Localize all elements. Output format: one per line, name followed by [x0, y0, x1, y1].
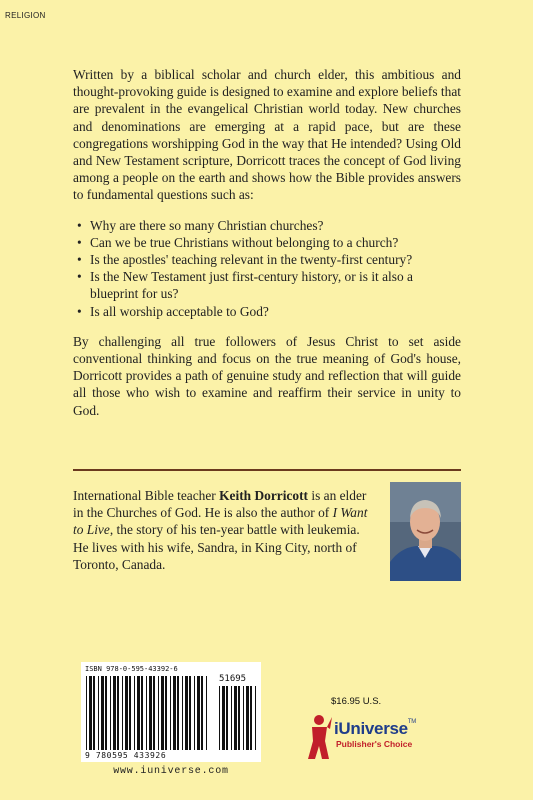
barcode-price-code: 51695: [219, 674, 247, 684]
author-photo: [390, 482, 461, 581]
blurb-intro: Written by a biblical scholar and church elder, this ambitious and thought-provoking guide is designed to examine and explore beliefs that are prevalent in the evangelical Christian world today. New churches and denominations are emerging at a rapid pace, but are these congregations worshipping God in the way that He intended? Using Old and New Testament scripture, Dorricott traces the concept of God living among a people on the earth and shows how the Bible provides answers to fundamental questions such as:: [73, 67, 461, 203]
author-name: Keith Dorricott: [219, 488, 308, 503]
question-list: [73, 217, 461, 320]
publisher-figure-icon: [303, 713, 333, 761]
publisher-website: www.iuniverse.com: [113, 766, 229, 777]
list-item: • Is all worship acceptable to God?: [77, 303, 269, 319]
book-price: $16.95 U.S.: [331, 696, 382, 707]
trademark-mark: TM: [407, 719, 416, 725]
bullet-icon: •: [77, 303, 82, 319]
isbn-barcode: [81, 662, 261, 762]
bullet-icon: •: [77, 252, 82, 268]
bullet-icon: •: [77, 217, 82, 233]
section-divider: [73, 469, 461, 471]
publisher-tagline: Publisher's Choice: [336, 739, 413, 749]
list-item: • Is the apostles' teaching relevant in the twenty-first century?: [77, 252, 413, 268]
book-title: I Want to Live: [73, 505, 368, 538]
publisher-name: iUniverse™: [334, 719, 416, 738]
back-cover-blurb: [73, 66, 461, 419]
barcode-bars: [81, 662, 261, 762]
blurb-closing: By challenging all true followers of Jesus Christ to set aside conventional thinking and focus on the true meaning of God's house, Dorricott provides a path of genuine study and reflection that will guide all those who wish to examine and reaffirm their service in unity to God.: [73, 333, 461, 418]
list-item: • Why are there so many Christian churches?: [77, 217, 324, 233]
bullet-icon: •: [77, 269, 82, 285]
publisher-logo: [303, 713, 463, 763]
category-label: RELIGION: [5, 11, 46, 20]
bullet-icon: •: [77, 234, 82, 250]
barcode-digits: 9 780595 433926: [85, 751, 167, 760]
list-item: • Is the New Testament just first-century history, or is it also a blueprint for us?: [77, 269, 413, 302]
isbn-number: ISBN 978-0-595-43392-6: [85, 665, 178, 673]
list-item: • Can we be true Christians without belonging to a church?: [77, 234, 399, 250]
author-bio: International Bible teacher Keith Dorricott is an elder in the Churches of God. He is also the author of I Want to Live, the story of his ten-year battle with leukemia. He lives with his wife, Sandra, in King City, north of Toronto, Canada.: [73, 488, 368, 572]
